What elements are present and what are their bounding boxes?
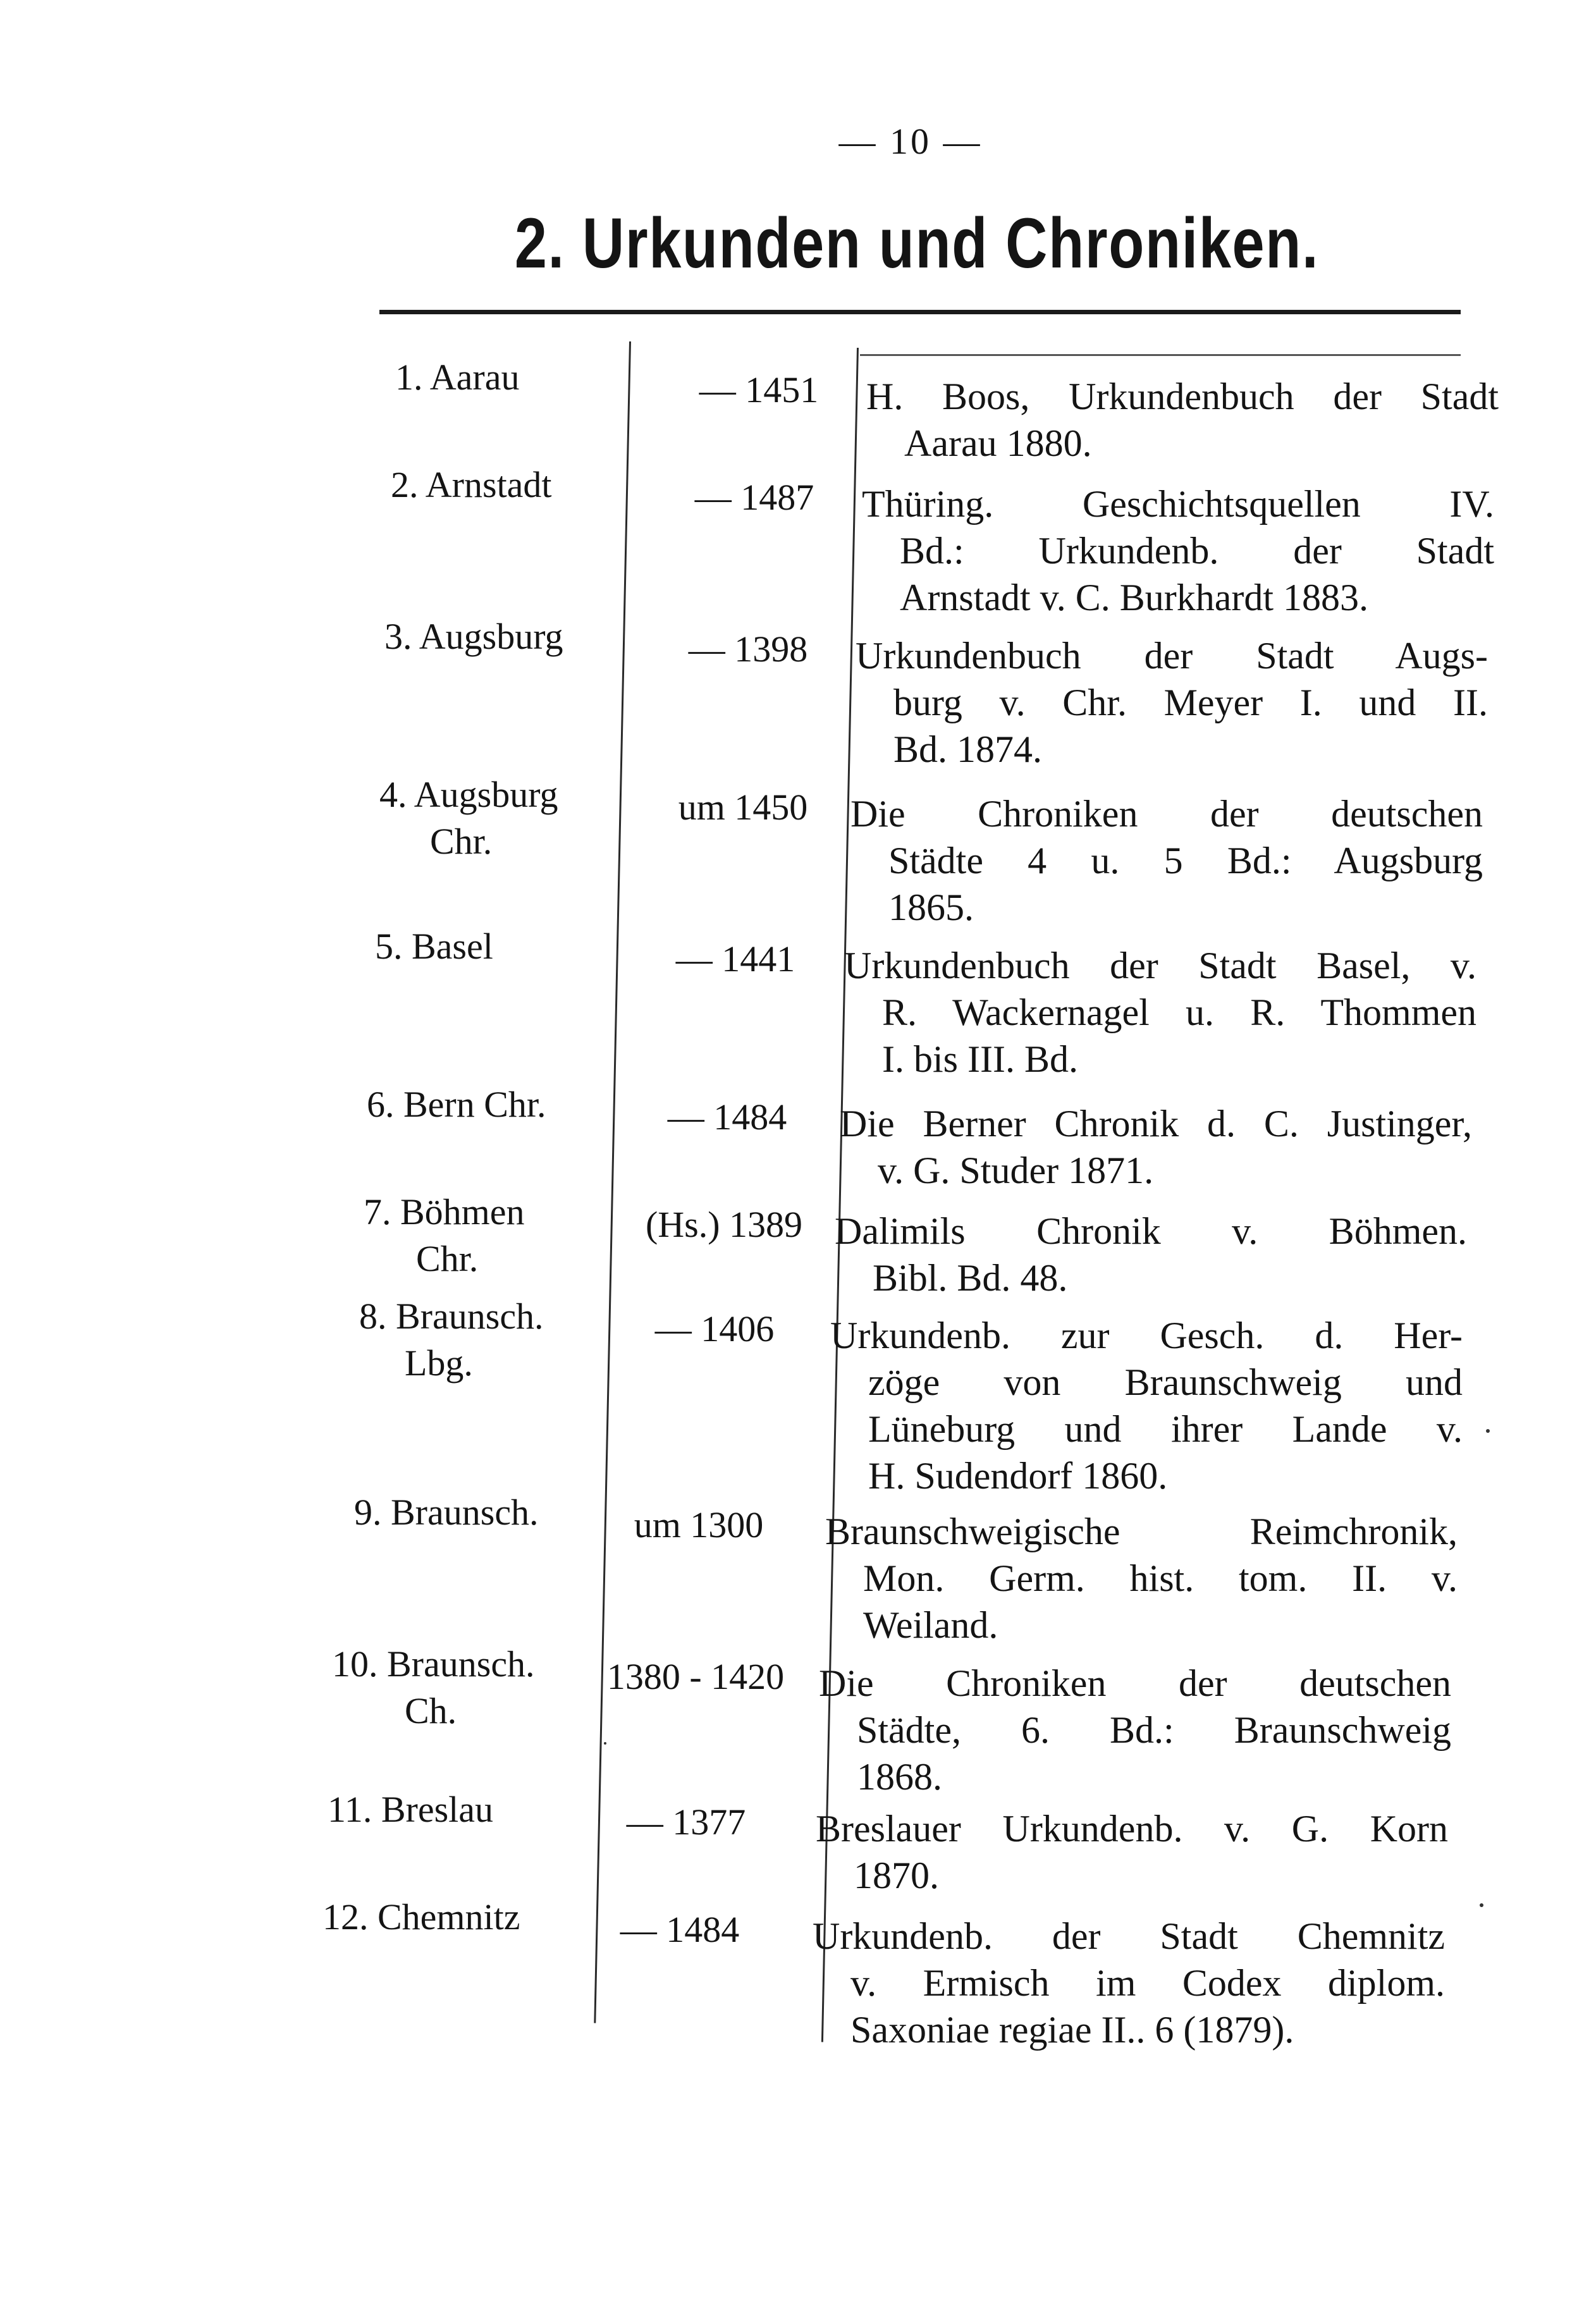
source-line: R. Wackernagel u. R. Thommen xyxy=(882,991,1476,1033)
title-rule xyxy=(379,310,1461,314)
source-text xyxy=(844,942,1476,1083)
source-line: Urkundenbuch der Stadt Augs- xyxy=(856,635,1488,677)
source-text xyxy=(866,373,1499,467)
date-range: — 1406 xyxy=(654,1308,775,1349)
place-name: 6. Bern Chr. xyxy=(367,1084,546,1125)
source-text xyxy=(830,1312,1463,1499)
source-text xyxy=(816,1805,1448,1899)
table-top-rule xyxy=(860,354,1461,356)
source-line: Breslauer Urkundenb. v. G. Korn xyxy=(816,1808,1448,1850)
place-name: 1. Aarau xyxy=(395,357,520,398)
source-line: Bd.: Urkundenb. der Stadt xyxy=(900,530,1494,572)
place-name-cont: Lbg. xyxy=(405,1342,473,1384)
source-line: Urkundenbuch der Stadt Basel, v. xyxy=(844,945,1476,986)
source-line: v. Ermisch im Codex diplom. xyxy=(850,1962,1445,2004)
source-text xyxy=(862,481,1494,621)
source-text xyxy=(856,632,1488,773)
place-name: 7. Böhmen xyxy=(364,1191,525,1232)
source-line: v. G. Studer 1871. xyxy=(878,1150,1154,1191)
date-range: (Hs.) 1389 xyxy=(645,1204,803,1245)
place-name: 9. Braunsch. xyxy=(354,1492,539,1533)
date-range: — 1398 xyxy=(688,629,808,670)
source-line: Dalimils Chronik v. Böhmen. xyxy=(835,1210,1467,1252)
source-line: 1870. xyxy=(854,1855,939,1896)
place-name: 2. Arnstadt xyxy=(391,464,552,505)
source-line: Die Berner Chronik d. C. Justinger, xyxy=(840,1103,1472,1145)
source-text xyxy=(813,1913,1445,2053)
source-line: Braunschweigische Reimchronik, xyxy=(825,1511,1458,1552)
source-line: Bd. 1874. xyxy=(893,728,1043,770)
page-title: 2. Urkunden und Chroniken. xyxy=(514,204,1320,283)
date-range: — 1484 xyxy=(620,1909,740,1950)
source-line: I. bis III. Bd. xyxy=(882,1038,1078,1080)
source-text xyxy=(825,1508,1458,1648)
date-range: — 1377 xyxy=(626,1801,746,1843)
source-line: Städte 4 u. 5 Bd.: Augsburg xyxy=(888,840,1483,881)
source-text xyxy=(835,1208,1467,1301)
scan-speck xyxy=(1480,1903,1483,1907)
date-range: — 1484 xyxy=(667,1096,787,1138)
place-name: 11. Breslau xyxy=(328,1789,494,1830)
date-range: 1380 - 1420 xyxy=(606,1656,785,1697)
source-line: H. Sudendorf 1860. xyxy=(868,1455,1168,1497)
source-line: Die Chroniken der deutschen xyxy=(850,793,1483,835)
date-range: um 1300 xyxy=(634,1504,764,1545)
source-line: Urkundenb. der Stadt Chemnitz xyxy=(813,1915,1445,1957)
source-line: Saxoniae regiae II.. 6 (1879). xyxy=(850,2009,1294,2051)
place-name: 12. Chemnitz xyxy=(322,1896,520,1937)
source-line: 1868. xyxy=(857,1756,942,1798)
source-line: Städte, 6. Bd.: Braunschweig xyxy=(857,1709,1451,1751)
source-text xyxy=(850,790,1483,931)
source-line: 1865. xyxy=(888,887,974,928)
source-line: Urkundenb. zur Gesch. d. Her- xyxy=(830,1315,1463,1356)
source-line: Die Chroniken der deutschen xyxy=(819,1662,1451,1704)
source-line: zöge von Braunschweig und xyxy=(868,1361,1463,1403)
date-range: — 1487 xyxy=(694,477,814,518)
source-line: Aarau 1880. xyxy=(904,422,1092,464)
place-name-cont: Chr. xyxy=(416,1238,479,1279)
scan-speck xyxy=(604,1742,606,1745)
date-range: um 1450 xyxy=(678,787,808,828)
place-name: 4. Augsburg xyxy=(379,774,558,815)
source-text xyxy=(819,1660,1451,1800)
date-range: — 1451 xyxy=(699,369,819,410)
source-line: Bibl. Bd. 48. xyxy=(873,1257,1068,1299)
place-name-cont: Chr. xyxy=(430,821,493,862)
page-number: — 10 — xyxy=(838,121,983,162)
source-line: burg v. Chr. Meyer I. und II. xyxy=(893,682,1488,723)
source-line: Lüneburg und ihrer Lande v. xyxy=(868,1408,1463,1450)
source-line: H. Boos, Urkundenbuch der Stadt xyxy=(866,376,1499,417)
date-range: — 1441 xyxy=(675,938,795,979)
place-name-cont: Ch. xyxy=(405,1690,457,1731)
place-name: 8. Braunsch. xyxy=(359,1296,544,1337)
source-text xyxy=(840,1100,1472,1194)
column-separator-left xyxy=(594,341,631,2023)
place-name: 3. Augsburg xyxy=(384,616,563,657)
source-line: Mon. Germ. hist. tom. II. v. xyxy=(863,1557,1458,1599)
scan-speck xyxy=(1486,1429,1490,1433)
source-line: Thüring. Geschichtsquellen IV. xyxy=(862,483,1494,525)
place-name: 5. Basel xyxy=(375,926,493,967)
place-name: 10. Braunsch. xyxy=(332,1643,535,1685)
source-line: Weiland. xyxy=(863,1604,998,1646)
source-line: Arnstadt v. C. Burkhardt 1883. xyxy=(900,577,1369,618)
